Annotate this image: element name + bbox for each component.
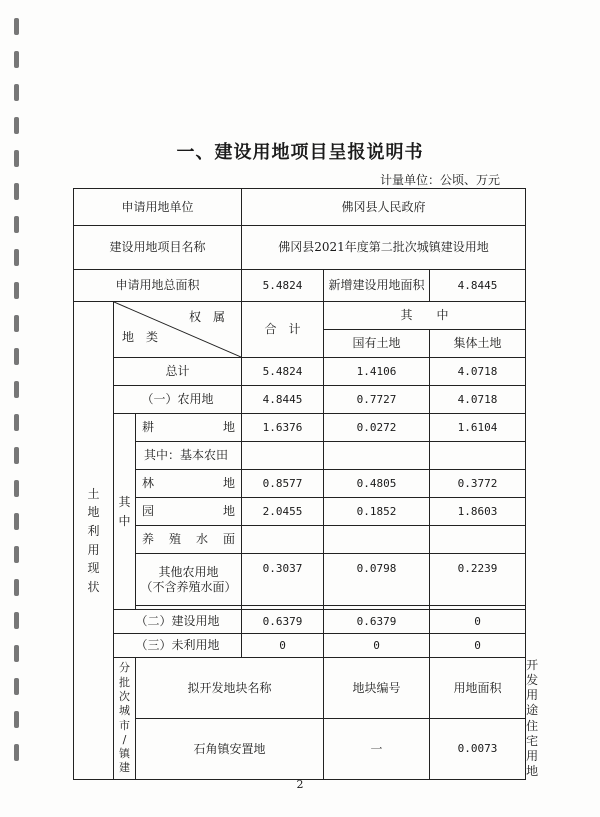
agri-state: 0.7727 [324,386,430,414]
garden-row [74,498,526,526]
forest-collective: 0.3772 [430,470,526,498]
diagonal-header-cell [114,302,242,358]
col-state-header: 国有土地 [324,330,430,358]
parcel-code: 一 [324,719,430,780]
garden-state: 0.1852 [324,498,430,526]
total-total: 5.4824 [242,358,324,386]
basic-farmland-total [242,442,324,470]
applicant-row [74,189,526,226]
agri-total: 4.8445 [242,386,324,414]
parcel-name: 石角镇安置地 [136,719,324,780]
construction-total: 0.6379 [242,610,324,634]
other-agri-total: 0.3037 [242,554,324,606]
total-area-value: 5.4824 [242,270,324,302]
batch-section-label [114,658,136,780]
total-collective: 4.0718 [430,358,526,386]
forest-state: 0.4805 [324,470,430,498]
unused-label: （三）未利用地 [114,634,242,658]
binding-holes [14,18,21,777]
batch-vertical-text: 分 批 次 城 市 / 镇 建 [119,661,130,775]
basic-farmland-label: 其中：基本农田 [136,442,242,470]
project-label: 建设用地项目名称 [74,226,242,270]
forest-row [74,470,526,498]
agri-collective: 4.0718 [430,386,526,414]
cultivated-collective: 1.6104 [430,414,526,442]
aquaculture-state [324,526,430,554]
unused-total: 0 [242,634,324,658]
aquaculture-row [74,526,526,554]
other-agri-label: 其他农用地 （不含养殖水面） [136,554,242,606]
forest-label: 林 地 [136,470,242,498]
other-agri-row [74,554,526,606]
garden-collective: 1.8603 [430,498,526,526]
unit-note: 计量单位：公顷、万元 [379,173,500,187]
new-area-label: 新增建设用地面积 [324,270,430,302]
agri-row [74,386,526,414]
aquaculture-label: 养 殖 水 面 [136,526,242,554]
aquaculture-total [242,526,324,554]
cultivated-state: 0.0272 [324,414,430,442]
garden-label: 园 地 [136,498,242,526]
other-agri-state: 0.0798 [324,554,430,606]
batch-header-row: 分 批 次 城 市 / 镇 建 拟开发地块名称 地块编号 用地面积 开发用途 [74,658,526,719]
project-row [74,226,526,270]
parcel-area: 0.0073 [430,719,526,780]
col-parcel-code: 地块编号 [324,658,430,719]
diag-owner-label: 权 属 [189,310,226,324]
total-state: 1.4106 [324,358,430,386]
construction-label: （二）建设用地 [114,610,242,634]
applicant-value: 佛冈县人民政府 [242,189,526,226]
other-agri-collective: 0.2239 [430,554,526,606]
col-total-header: 合 计 [242,302,324,358]
batch-data-row: 石角镇安置地 一 0.0073 住宅用地 [74,719,526,780]
page-number: 2 [296,778,304,791]
agri-label: （一）农用地 [114,386,242,414]
cultivated-total: 1.6376 [242,414,324,442]
of-which-vertical-text: 其 中 [118,494,131,528]
construction-state: 0.6379 [324,610,430,634]
applicant-label: 申请用地单位 [74,189,242,226]
total-label: 总计 [114,358,242,386]
area-row [74,270,526,302]
of-which-label [114,414,136,610]
unused-state: 0 [324,634,430,658]
forest-total: 0.8577 [242,470,324,498]
basic-farmland-collective [430,442,526,470]
col-collective-header: 集体土地 [430,330,526,358]
total-row [74,358,526,386]
unused-row [74,634,526,658]
garden-total: 2.0455 [242,498,324,526]
col-parcel-name: 拟开发地块名称 [136,658,324,719]
construction-row [74,610,526,634]
cultivated-row [74,414,526,442]
land-use-header-row [74,302,526,330]
cultivated-label: 耕 地 [136,414,242,442]
col-of-which-header: 其 中 [324,302,526,330]
document-title: 一、建设用地项目呈报说明书 [176,142,424,163]
project-table [73,188,539,780]
new-area-value: 4.8445 [430,270,526,302]
total-area-label: 申请用地总面积 [74,270,242,302]
land-use-section-label [74,302,114,780]
unused-collective: 0 [430,634,526,658]
construction-collective: 0 [430,610,526,634]
basic-farmland-row [74,442,526,470]
aquaculture-collective [430,526,526,554]
project-value: 佛冈县2021年度第二批次城镇建设用地 [242,226,526,270]
basic-farmland-state [324,442,430,470]
land-use-vertical-text: 土 地 利 用 现 状 [87,486,100,594]
diag-landtype-label: 地 类 [122,330,159,344]
col-parcel-area: 用地面积 [430,658,526,719]
